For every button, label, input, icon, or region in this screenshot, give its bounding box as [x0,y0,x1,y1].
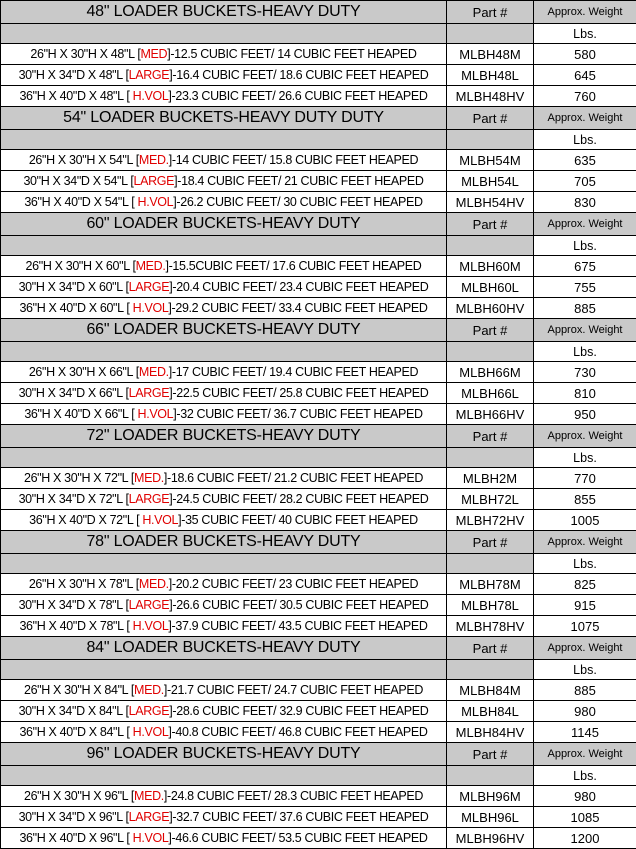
bucket-description [1,150,447,171]
section-header-row [1,213,636,236]
part-column-header: Part # [447,531,534,554]
part-number: MLBH54HV [447,192,534,213]
weight-unit-label: Lbs. [534,660,636,680]
section-title: 48" LOADER BUCKETS-HEAVY DUTY [1,1,447,24]
bucket-capacity: ]-22.5 CUBIC FEET/ 25.8 CUBIC FEET HEAPED [169,386,428,400]
bucket-capacity: ]-12.5 CUBIC FEET/ 14 CUBIC FEET HEAPED [167,47,416,61]
section-header-row [1,531,636,554]
bucket-size-label: H.VOL [142,513,178,527]
part-number: MLBH72HV [447,510,534,531]
section-title: 96" LOADER BUCKETS-HEAVY DUTY [1,743,447,766]
bucket-size-label: LARGE [129,68,170,82]
part-number: MLBH60HV [447,298,534,319]
bucket-description [1,65,447,86]
bucket-description [1,44,447,65]
blank-cell [1,130,447,150]
bucket-size-label: LARGE [129,810,170,824]
table-row [1,362,636,383]
approx-weight: 1085 [534,807,636,828]
bucket-capacity: ]-15.5CUBIC FEET/ 17.6 CUBIC FEET HEAPED [165,259,421,273]
bucket-size-label: MED [140,47,167,61]
bucket-size-label: LARGE [129,386,170,400]
bucket-dimensions: 36"H X 40"D X 72"L [ [29,513,142,527]
bucket-dimensions: 36"H X 40"D X 78"L [ [19,619,132,633]
part-number: MLBH66M [447,362,534,383]
bucket-description [1,595,447,616]
part-number: MLBH66HV [447,404,534,425]
bucket-description [1,86,447,107]
section-title: 66" LOADER BUCKETS-HEAVY DUTY [1,319,447,342]
bucket-description [1,192,447,213]
blank-cell [1,766,447,786]
bucket-description [1,574,447,595]
section-subheader-row [1,236,636,256]
part-number: MLBH96HV [447,828,534,849]
table-row [1,828,636,849]
blank-cell [1,448,447,468]
part-column-header: Part # [447,1,534,24]
bucket-dimensions: 26"H X 30"H X 66"L [ [29,365,139,379]
weight-column-header: Approx. Weight [534,637,636,660]
section-subheader-row [1,24,636,44]
bucket-description [1,786,447,807]
table-row [1,489,636,510]
bucket-capacity: ]-26.6 CUBIC FEET/ 30.5 CUBIC FEET HEAPED [169,598,428,612]
part-column-header: Part # [447,319,534,342]
bucket-size-label: H.VOL [133,619,169,633]
approx-weight: 950 [534,404,636,425]
section-header-row [1,425,636,448]
part-number: MLBH78L [447,595,534,616]
bucket-capacity: ]-24.8 CUBIC FEET/ 28.3 CUBIC FEET HEAPED [164,789,423,803]
bucket-dimensions: 36"H X 40"D X 60"L [ [19,301,132,315]
part-number: MLBH60M [447,256,534,277]
blank-cell [447,130,534,150]
part-number: MLBH72L [447,489,534,510]
approx-weight: 705 [534,171,636,192]
bucket-capacity: ]-40.8 CUBIC FEET/ 46.8 CUBIC FEET HEAPED [168,725,427,739]
bucket-capacity: ]-23.3 CUBIC FEET/ 26.6 CUBIC FEET HEAPED [168,89,427,103]
table-row [1,404,636,425]
bucket-capacity: ]-24.5 CUBIC FEET/ 28.2 CUBIC FEET HEAPED [169,492,428,506]
table-row [1,616,636,637]
approx-weight: 730 [534,362,636,383]
bucket-size-label: MED. [134,683,164,697]
approx-weight: 635 [534,150,636,171]
table-row [1,298,636,319]
approx-weight: 915 [534,595,636,616]
table-row [1,65,636,86]
table-row [1,807,636,828]
bucket-capacity: ]-16.4 CUBIC FEET/ 18.6 CUBIC FEET HEAPED [169,68,428,82]
table-row [1,86,636,107]
table-row [1,680,636,701]
part-number: MLBH96M [447,786,534,807]
bucket-size-label: MED. [139,577,169,591]
blank-cell [447,448,534,468]
bucket-description [1,404,447,425]
table-row [1,192,636,213]
section-subheader-row [1,554,636,574]
bucket-capacity: ]-20.4 CUBIC FEET/ 23.4 CUBIC FEET HEAPED [169,280,428,294]
part-number: MLBH84M [447,680,534,701]
bucket-capacity: ]-32 CUBIC FEET/ 36.7 CUBIC FEET HEAPED [173,407,422,421]
blank-cell [447,236,534,256]
bucket-description [1,468,447,489]
bucket-capacity: ]-35 CUBIC FEET/ 40 CUBIC FEET HEAPED [178,513,418,527]
section-header-row [1,319,636,342]
bucket-size-label: LARGE [129,280,170,294]
bucket-size-label: H.VOL [138,195,174,209]
blank-cell [1,24,447,44]
section-title: 84" LOADER BUCKETS-HEAVY DUTY [1,637,447,660]
approx-weight: 1075 [534,616,636,637]
bucket-dimensions: 30"H X 34"D X 48"L [ [19,68,129,82]
part-number: MLBH60L [447,277,534,298]
part-number: MLBH48L [447,65,534,86]
bucket-size-label: MED. [136,259,166,273]
part-number: MLBH66L [447,383,534,404]
bucket-description [1,510,447,531]
table-row [1,383,636,404]
part-number: MLBH78HV [447,616,534,637]
blank-cell [447,342,534,362]
bucket-dimensions: 26"H X 30"H X 96"L [ [24,789,134,803]
part-number: MLBH48HV [447,86,534,107]
bucket-dimensions: 30"H X 34"D X 66"L [ [19,386,129,400]
part-column-header: Part # [447,425,534,448]
approx-weight: 855 [534,489,636,510]
part-column-header: Part # [447,743,534,766]
part-number: MLBH78M [447,574,534,595]
table-body [1,1,636,849]
weight-unit-label: Lbs. [534,130,636,150]
approx-weight: 810 [534,383,636,404]
part-column-header: Part # [447,637,534,660]
part-number: MLBH84HV [447,722,534,743]
table-row [1,786,636,807]
table-row [1,722,636,743]
bucket-description [1,701,447,722]
bucket-description [1,616,447,637]
weight-column-header: Approx. Weight [534,1,636,24]
section-subheader-row [1,342,636,362]
bucket-size-label: LARGE [129,492,170,506]
bucket-description [1,362,447,383]
section-subheader-row [1,766,636,786]
bucket-size-label: H.VOL [133,301,169,315]
table-row [1,468,636,489]
weight-unit-label: Lbs. [534,448,636,468]
bucket-description [1,489,447,510]
bucket-size-label: H.VOL [133,831,169,845]
bucket-description [1,680,447,701]
approx-weight: 980 [534,701,636,722]
bucket-size-label: MED. [139,153,169,167]
approx-weight: 825 [534,574,636,595]
part-number: MLBH2M [447,468,534,489]
approx-weight: 980 [534,786,636,807]
approx-weight: 645 [534,65,636,86]
bucket-description [1,828,447,849]
bucket-size-label: LARGE [129,598,170,612]
approx-weight: 755 [534,277,636,298]
bucket-size-label: MED. [139,365,169,379]
approx-weight: 885 [534,298,636,319]
bucket-dimensions: 36"H X 40"D X 96"L [ [19,831,132,845]
table-row [1,277,636,298]
section-header-row [1,637,636,660]
table-row [1,44,636,65]
bucket-size-label: H.VOL [133,725,169,739]
bucket-size-label: H.VOL [133,89,169,103]
bucket-dimensions: 30"H X 34"D X 96"L [ [19,810,129,824]
blank-cell [447,660,534,680]
approx-weight: 760 [534,86,636,107]
bucket-capacity: ]-26.2 CUBIC FEET/ 30 CUBIC FEET HEAPED [173,195,422,209]
bucket-dimensions: 26"H X 30"H X 60"L [ [26,259,136,273]
weight-unit-label: Lbs. [534,766,636,786]
approx-weight: 885 [534,680,636,701]
bucket-dimensions: 36"H X 40"D X 66"L [ [24,407,137,421]
bucket-dimensions: 30"H X 34"D X 84"L [ [19,704,129,718]
section-header-row [1,743,636,766]
section-subheader-row [1,130,636,150]
bucket-dimensions: 36"H X 40"D X 54"L [ [24,195,137,209]
blank-cell [1,660,447,680]
part-number: MLBH84L [447,701,534,722]
section-header-row [1,1,636,24]
weight-unit-label: Lbs. [534,236,636,256]
bucket-dimensions: 30"H X 34"D X 78"L [ [19,598,129,612]
table-row [1,150,636,171]
bucket-description [1,722,447,743]
bucket-dimensions: 26"H X 30"H X 48"L [ [30,47,140,61]
approx-weight: 580 [534,44,636,65]
part-number: MLBH96L [447,807,534,828]
part-number: MLBH54L [447,171,534,192]
bucket-description [1,277,447,298]
weight-column-header: Approx. Weight [534,213,636,236]
bucket-dimensions: 26"H X 30"H X 72"L [ [24,471,134,485]
bucket-dimensions: 26"H X 30"H X 84"L [ [24,683,134,697]
bucket-capacity: ]-21.7 CUBIC FEET/ 24.7 CUBIC FEET HEAPED [164,683,423,697]
bucket-dimensions: 30"H X 34"D X 72"L [ [19,492,129,506]
bucket-dimensions: 30"H X 34"D X 54"L [ [23,174,133,188]
part-number: MLBH54M [447,150,534,171]
bucket-dimensions: 26"H X 30"H X 54"L [ [29,153,139,167]
approx-weight: 675 [534,256,636,277]
bucket-capacity: ]-18.6 CUBIC FEET/ 21.2 CUBIC FEET HEAPED [164,471,423,485]
part-number: MLBH48M [447,44,534,65]
approx-weight: 770 [534,468,636,489]
table-row [1,701,636,722]
weight-column-header: Approx. Weight [534,531,636,554]
table-row [1,171,636,192]
bucket-size-label: MED. [134,471,164,485]
blank-cell [447,766,534,786]
bucket-capacity: ]-29.2 CUBIC FEET/ 33.4 CUBIC FEET HEAPED [168,301,427,315]
weight-unit-label: Lbs. [534,24,636,44]
weight-unit-label: Lbs. [534,554,636,574]
bucket-capacity: ]-37.9 CUBIC FEET/ 43.5 CUBIC FEET HEAPED [168,619,427,633]
weight-column-header: Approx. Weight [534,107,636,130]
section-title: 78" LOADER BUCKETS-HEAVY DUTY [1,531,447,554]
section-title: 60" LOADER BUCKETS-HEAVY DUTY [1,213,447,236]
bucket-capacity: ]-14 CUBIC FEET/ 15.8 CUBIC FEET HEAPED [169,153,418,167]
weight-unit-label: Lbs. [534,342,636,362]
table-row [1,256,636,277]
bucket-description [1,256,447,277]
bucket-capacity: ]-18.4 CUBIC FEET/ 21 CUBIC FEET HEAPED [174,174,423,188]
bucket-description [1,171,447,192]
blank-cell [1,342,447,362]
bucket-size-label: MED. [134,789,164,803]
blank-cell [447,554,534,574]
blank-cell [1,554,447,574]
weight-column-header: Approx. Weight [534,743,636,766]
table-row [1,574,636,595]
section-header-row [1,107,636,130]
bucket-description [1,298,447,319]
bucket-capacity: ]-32.7 CUBIC FEET/ 37.6 CUBIC FEET HEAPED [169,810,428,824]
weight-column-header: Approx. Weight [534,319,636,342]
approx-weight: 1145 [534,722,636,743]
section-title: 54" LOADER BUCKETS-HEAVY DUTY DUTY [1,107,447,130]
bucket-dimensions: 36"H X 40"D X 48"L [ [19,89,132,103]
table-row [1,510,636,531]
approx-weight: 1005 [534,510,636,531]
bucket-description [1,807,447,828]
bucket-dimensions: 36"H X 40"D X 84"L [ [19,725,132,739]
blank-cell [447,24,534,44]
section-subheader-row [1,448,636,468]
bucket-capacity: ]-20.2 CUBIC FEET/ 23 CUBIC FEET HEAPED [169,577,418,591]
weight-column-header: Approx. Weight [534,425,636,448]
bucket-size-label: LARGE [134,174,175,188]
approx-weight: 830 [534,192,636,213]
section-subheader-row [1,660,636,680]
approx-weight: 1200 [534,828,636,849]
bucket-size-label: LARGE [129,704,170,718]
section-title: 72" LOADER BUCKETS-HEAVY DUTY [1,425,447,448]
part-column-header: Part # [447,107,534,130]
bucket-capacity: ]-28.6 CUBIC FEET/ 32.9 CUBIC FEET HEAPED [169,704,428,718]
table-row [1,595,636,616]
bucket-capacity: ]-46.6 CUBIC FEET/ 53.5 CUBIC FEET HEAPED [168,831,427,845]
bucket-capacity: ]-17 CUBIC FEET/ 19.4 CUBIC FEET HEAPED [169,365,418,379]
bucket-dimensions: 26"H X 30"H X 78"L [ [29,577,139,591]
part-column-header: Part # [447,213,534,236]
bucket-size-label: H.VOL [138,407,174,421]
blank-cell [1,236,447,256]
bucket-description [1,383,447,404]
bucket-dimensions: 30"H X 34"D X 60"L [ [19,280,129,294]
